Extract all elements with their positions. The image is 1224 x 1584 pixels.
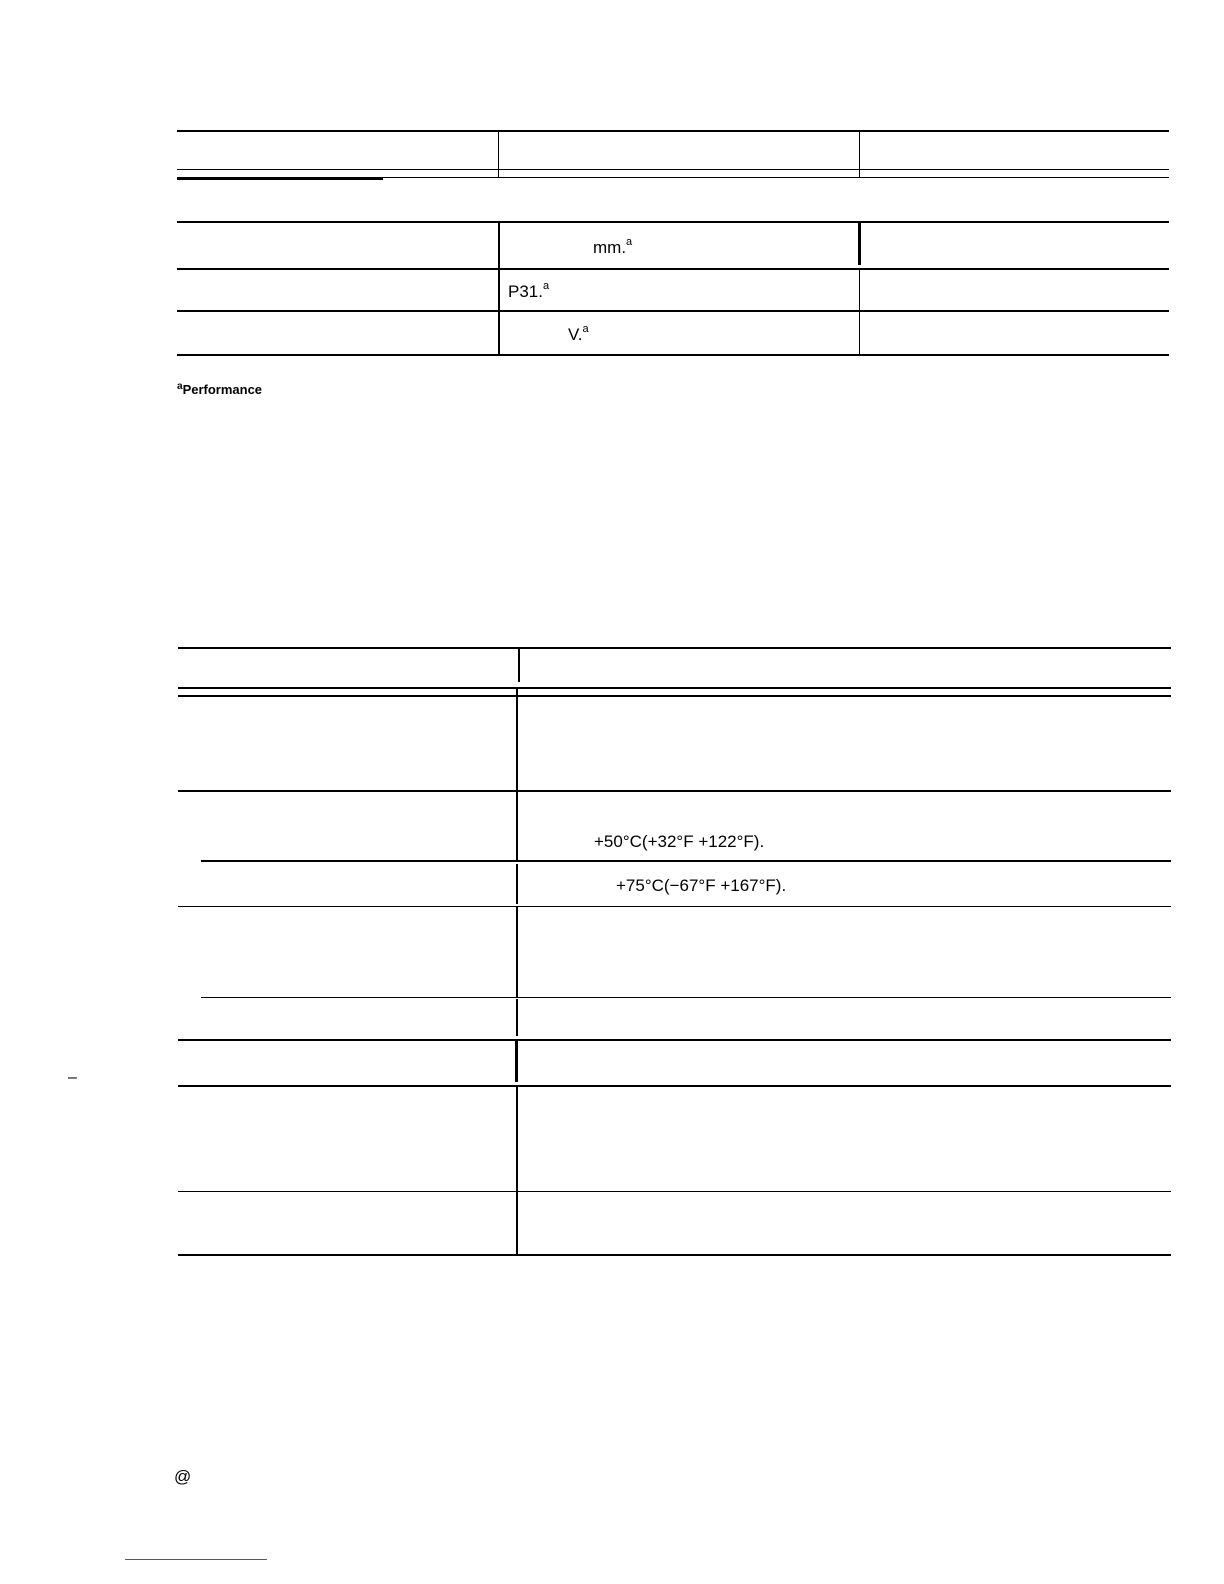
table1-top-rule xyxy=(177,130,1169,132)
table2-row-rule xyxy=(178,906,1171,907)
table2-row-rule xyxy=(201,997,1171,998)
table1-row-rule xyxy=(177,310,1169,312)
table1-cell: P31.$^a$ xyxy=(508,280,550,301)
table1-col-divider xyxy=(858,222,861,265)
table1-col-divider xyxy=(498,222,500,355)
table1-cell: mm.$^a$ xyxy=(593,236,633,257)
temperature-range-storage: +75°C(−67°F +167°F). xyxy=(616,876,787,895)
table1-bottom-rule xyxy=(177,354,1169,356)
table2-header-divider xyxy=(518,648,520,682)
table2-col-divider xyxy=(516,864,518,904)
table1-cell: V.$^a$ xyxy=(568,323,589,344)
table1-header-divider xyxy=(859,131,860,178)
table1-header-rule xyxy=(177,169,1169,170)
table2-row-rule xyxy=(178,1191,1171,1192)
table2-bottom-rule xyxy=(178,1254,1171,1256)
table2-row-rule xyxy=(178,1039,1171,1041)
table1-row-rule xyxy=(177,268,1169,270)
table1-footnote: $^a$Performance xyxy=(177,381,263,397)
table1-header-accent xyxy=(177,178,383,180)
table2-row-rule xyxy=(178,1085,1171,1087)
table2-row-rule xyxy=(178,790,1171,792)
table2-header-rule xyxy=(178,687,1171,689)
table2-col-divider xyxy=(515,1041,518,1082)
table2-header-rule-2 xyxy=(178,695,1171,697)
bottom-underline xyxy=(125,1559,267,1560)
table2-col-divider xyxy=(516,907,518,997)
table2-col-divider xyxy=(516,999,518,1036)
table2-col-divider xyxy=(516,688,518,860)
table2-row-rule xyxy=(201,860,1171,862)
temperature-range-operating: +50°C(+32°F +122°F). xyxy=(594,832,765,851)
table2-col-divider xyxy=(516,1086,518,1256)
table1-row-rule xyxy=(177,221,1169,223)
table1-col-divider xyxy=(859,269,860,355)
margin-dash: – xyxy=(68,1069,77,1086)
at-symbol: @ xyxy=(174,1467,192,1486)
table2-top-rule xyxy=(178,647,1171,649)
table1-header-divider xyxy=(498,131,499,178)
